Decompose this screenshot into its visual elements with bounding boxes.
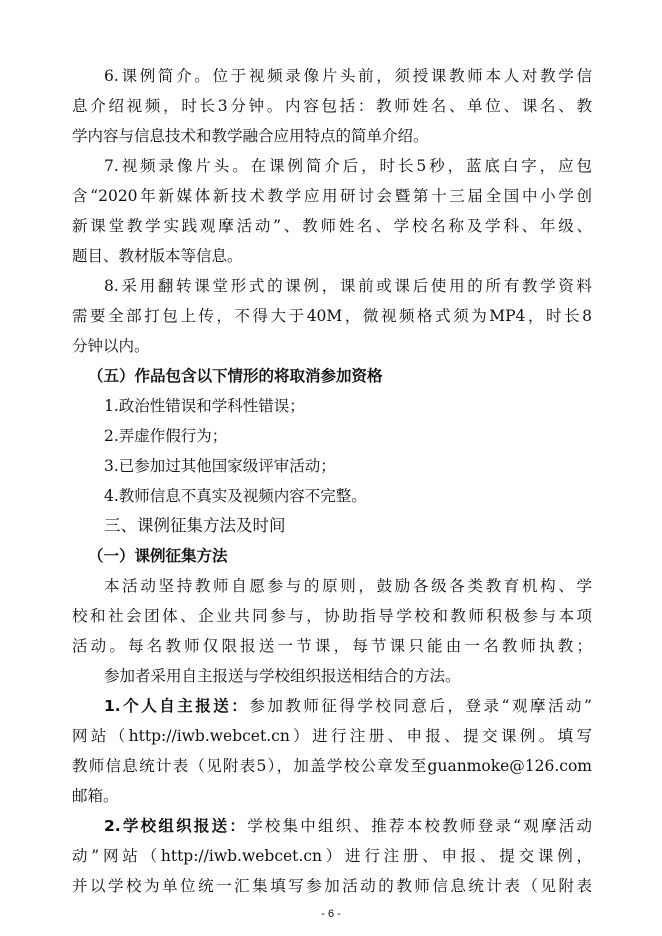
page-number: - 6 - [321, 908, 341, 920]
paragraph-line: 需要全部打包上传，不得大于40M，微视频格式须为MP4，时长8 [72, 307, 592, 325]
paragraph-line: 教师信息统计表（见附表5），加盖学校公章发至guanmoke@126.com [72, 757, 592, 775]
paragraph-line: 校和社会团体、企业共同参与，协助指导学校和教师积极参与本项 [72, 607, 592, 625]
paragraph-line: 学内容与信息技术和教学融合应用特点的简单介绍。 [72, 127, 429, 145]
paragraph-line [104, 816, 592, 836]
paragraph-line: 活动。每名教师仅限报送一节课，每节课只能由一名教师执教； [72, 637, 592, 655]
list-item: 1.政治性错误和学科性错误； [104, 397, 305, 415]
inline-bold-label: 1.个人自主报送： [104, 697, 250, 715]
chapter-heading: 三、课例征集方法及时间 [104, 516, 286, 535]
paragraph-line: 息介绍视频，时长3分钟。内容包括：教师姓名、单位、课名、教 [72, 97, 592, 115]
paragraph-line: 邮箱。 [72, 787, 119, 805]
list-item: 2.弄虚作假行为； [104, 427, 228, 445]
section-heading: （五）作品包含以下情形的将取消参加资格 [88, 367, 383, 385]
paragraph-line: 本活动坚持教师自愿参与的原则，鼓励各级各类教育机构、学 [104, 577, 592, 595]
paragraph-line: 题目、教材版本等信息。 [72, 247, 243, 265]
paragraph-line: 分钟以内。 [72, 337, 150, 355]
list-item: 4.教师信息不真实及视频内容不完整。 [104, 487, 367, 505]
paragraph-line: 并以学校为单位统一汇集填写参加活动的教师信息统计表（见附表 [72, 877, 592, 895]
paragraph-line: 6.课例简介。位于视频录像片头前，须授课教师本人对教学信 [104, 67, 592, 85]
paragraph-line: 网站（http://iwb.webcet.cn）进行注册、申报、提交课例。填写 [72, 727, 592, 745]
paragraph-line: 参加者采用自主报送与学校组织报送相结合的方法。 [104, 667, 461, 685]
paragraph-line: 新课堂教学实践观摩活动”、教师姓名、学校名称及学科、年级、 [72, 217, 592, 235]
list-item: 3.已参加过其他国家级评审活动； [104, 457, 336, 475]
inline-bold-label: 2.学校组织报送： [104, 817, 248, 835]
paragraph-line: 动”网站（http://iwb.webcet.cn）进行注册、申报、提交课例， [72, 847, 592, 865]
paragraph-line: 含“2020年新媒体新技术教学应用研讨会暨第十三届全国中小学创 [72, 187, 592, 205]
paragraph-text: 学校集中组织、推荐本校教师登录“观摩活动 [247, 817, 592, 835]
paragraph-line [104, 696, 592, 716]
paragraph-line: 7.视频录像片头。在课例简介后，时长5秒，蓝底白字，应包 [104, 157, 592, 175]
subsection-heading: （一）课例征集方法 [88, 547, 228, 565]
paragraph-text: 参加教师征得学校同意后，登录“观摩活动” [249, 697, 592, 715]
paragraph-line: 8.采用翻转课堂形式的课例，课前或课后使用的所有教学资料 [104, 277, 592, 295]
